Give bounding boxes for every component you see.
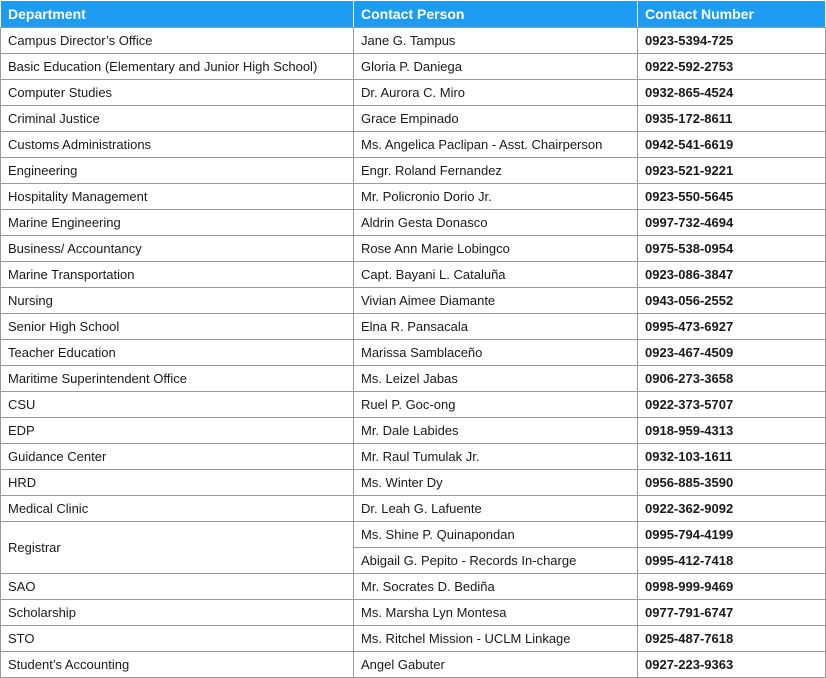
department-cell: Medical Clinic [1,496,354,522]
contact-number-cell: 0906-273-3658 [638,366,826,392]
table-row [1,392,826,418]
contact-person-cell: Engr. Roland Fernandez [354,158,638,184]
table-row [1,626,826,652]
contact-person-cell: Angel Gabuter [354,652,638,678]
department-cell: Registrar [1,522,354,574]
department-cell: Scholarship [1,600,354,626]
contact-number-cell: 0925-487-7618 [638,626,826,652]
contact-number-cell: 0922-592-2753 [638,54,826,80]
contact-number-cell: 0922-373-5707 [638,392,826,418]
contact-person-cell: Ms. Shine P. Quinapondan [354,522,638,548]
contact-number-cell: 0995-473-6927 [638,314,826,340]
contact-person-cell: Aldrin Gesta Donasco [354,210,638,236]
contact-number-cell: 0995-794-4199 [638,522,826,548]
contact-number-cell: 0918-959-4313 [638,418,826,444]
table-row [1,210,826,236]
contact-person-cell: Mr. Raul Tumulak Jr. [354,444,638,470]
table-row [1,522,826,548]
contact-number-column-header: Contact Number [638,1,826,28]
contact-person-cell: Mr. Socrates D. Bediña [354,574,638,600]
contact-person-cell: Jane G. Tampus [354,28,638,54]
contact-number-cell: 0932-865-4524 [638,80,826,106]
table-row [1,158,826,184]
contact-person-cell: Rose Ann Marie Lobingco [354,236,638,262]
contact-number-cell: 0935-172-8611 [638,106,826,132]
contact-person-cell: Ruel P. Goc-ong [354,392,638,418]
contact-number-cell: 0975-538-0954 [638,236,826,262]
contact-number-cell: 0977-791-6747 [638,600,826,626]
contact-number-cell: 0923-521-9221 [638,158,826,184]
table-row [1,574,826,600]
contact-person-cell: Ms. Marsha Lyn Montesa [354,600,638,626]
department-cell: Business/ Accountancy [1,236,354,262]
table-row [1,106,826,132]
department-cell: Student’s Accounting [1,652,354,678]
contact-person-cell: Capt. Bayani L. Cataluña [354,262,638,288]
department-cell: Computer Studies [1,80,354,106]
contact-number-cell: 0923-086-3847 [638,262,826,288]
department-cell: Nursing [1,288,354,314]
table-row [1,600,826,626]
department-cell: Hospitality Management [1,184,354,210]
department-cell: Senior High School [1,314,354,340]
table-row [1,28,826,54]
contact-number-cell: 0923-550-5645 [638,184,826,210]
department-cell: Customs Administrations [1,132,354,158]
contact-person-cell: Ms. Leizel Jabas [354,366,638,392]
department-cell: Marine Transportation [1,262,354,288]
contact-person-cell: Grace Empinado [354,106,638,132]
contact-number-cell: 0998-999-9469 [638,574,826,600]
contact-number-cell: 0932-103-1611 [638,444,826,470]
table-header-row [1,1,826,28]
contact-number-cell: 0997-732-4694 [638,210,826,236]
contact-person-cell: Ms. Ritchel Mission - UCLM Linkage [354,626,638,652]
table-row [1,314,826,340]
contact-person-cell: Ms. Angelica Paclipan - Asst. Chairperson [354,132,638,158]
table-row [1,132,826,158]
department-cell: Criminal Justice [1,106,354,132]
contact-person-cell: Mr. Policronio Dorio Jr. [354,184,638,210]
table-row [1,262,826,288]
table-row [1,444,826,470]
table-row [1,54,826,80]
table-row [1,80,826,106]
table-row [1,652,826,678]
department-cell: Maritime Superintendent Office [1,366,354,392]
table-row [1,236,826,262]
table-row [1,418,826,444]
department-cell: EDP [1,418,354,444]
department-cell: Teacher Education [1,340,354,366]
department-cell: CSU [1,392,354,418]
table-row [1,184,826,210]
department-cell: STO [1,626,354,652]
table-row [1,340,826,366]
department-cell: HRD [1,470,354,496]
department-cell: Marine Engineering [1,210,354,236]
contact-number-cell: 0923-5394-725 [638,28,826,54]
department-cell: Basic Education (Elementary and Junior High School) [1,54,354,80]
contact-person-cell: Vivian Aimee Diamante [354,288,638,314]
contact-number-cell: 0942-541-6619 [638,132,826,158]
department-column-header: Department [1,1,354,28]
contact-person-cell: Mr. Dale Labides [354,418,638,444]
table-row [1,470,826,496]
contact-number-cell: 0923-467-4509 [638,340,826,366]
department-cell: Guidance Center [1,444,354,470]
contact-person-cell: Gloria P. Daniega [354,54,638,80]
contact-person-cell: Abigail G. Pepito - Records In-charge [354,548,638,574]
contact-person-cell: Ms. Winter Dy [354,470,638,496]
contact-number-cell: 0927-223-9363 [638,652,826,678]
contact-person-column-header: Contact Person [354,1,638,28]
contact-person-cell: Elna R. Pansacala [354,314,638,340]
contact-number-cell: 0956-885-3590 [638,470,826,496]
table-body [1,28,826,678]
table-row [1,288,826,314]
department-cell: Campus Director’s Office [1,28,354,54]
contact-person-cell: Dr. Leah G. Lafuente [354,496,638,522]
contact-person-cell: Dr. Aurora C. Miro [354,80,638,106]
department-cell: SAO [1,574,354,600]
table-row [1,496,826,522]
contact-number-cell: 0922-362-9092 [638,496,826,522]
table-row [1,366,826,392]
contact-person-cell: Marissa Samblaceño [354,340,638,366]
department-cell: Engineering [1,158,354,184]
contact-number-cell: 0995-412-7418 [638,548,826,574]
contact-number-cell: 0943-056-2552 [638,288,826,314]
